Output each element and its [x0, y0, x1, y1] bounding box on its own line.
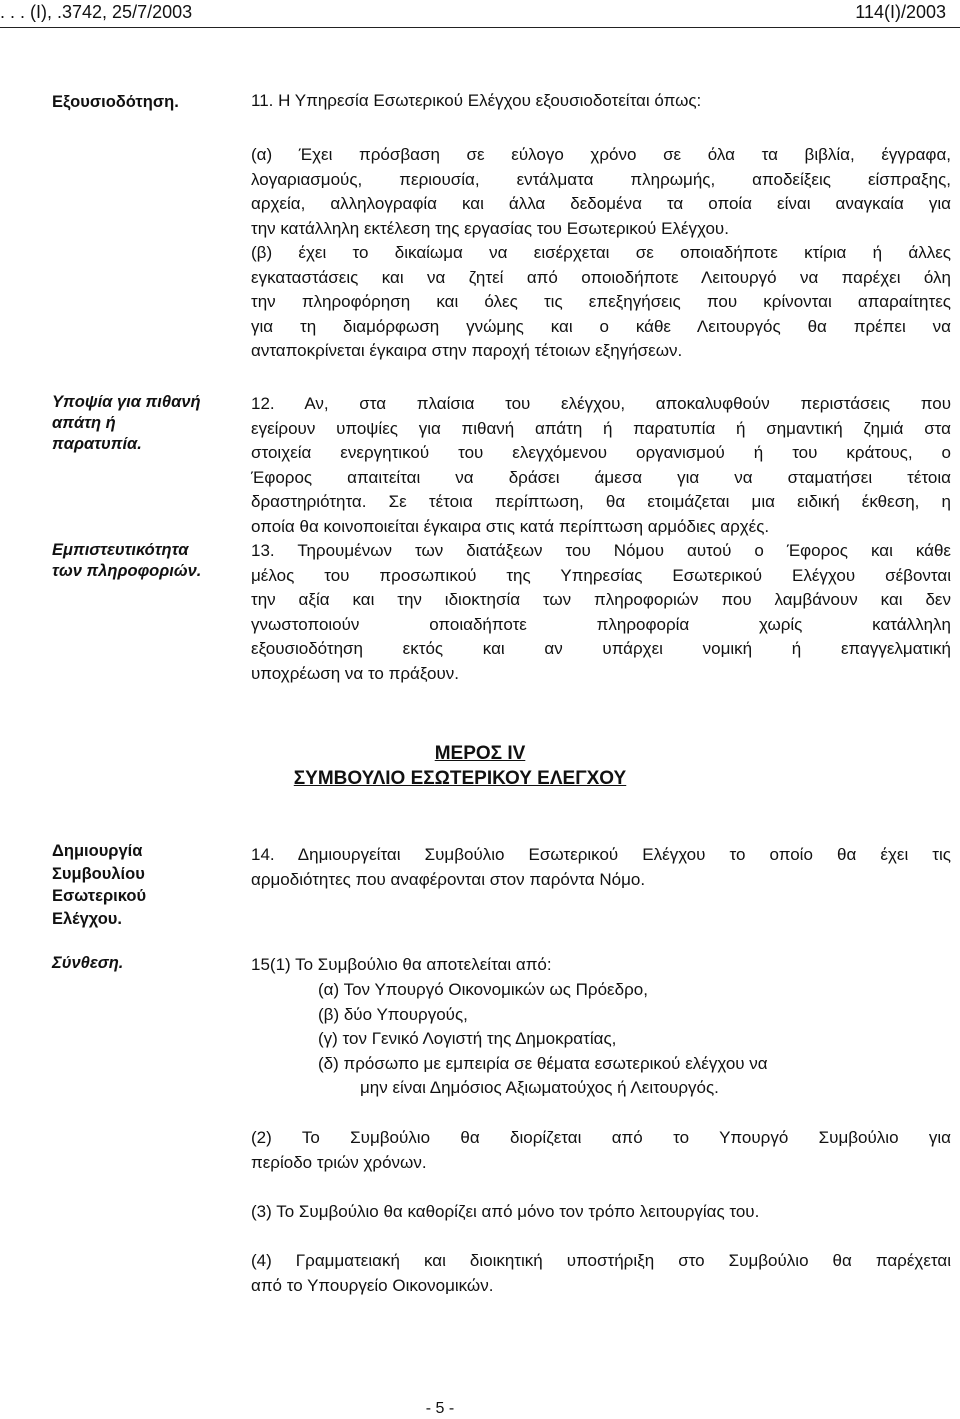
text-line: (α) Έχει πρόσβαση σε εύλογο χρόνο σε όλα τα βιβλία, έγγραφα, — [251, 145, 951, 164]
text-line: μέλος του προσωπικού της Υπηρεσίας Εσωτερικού Ελέγχου σέβονται — [251, 565, 951, 585]
part-title: ΣΥΜΒΟΥΛΙΟ ΕΣΩΤΕΡΙΚΟΥ ΕΛΕΓΧΟΥ — [293, 768, 627, 789]
margin-line: Υποψία για πιθανή — [52, 393, 201, 411]
margin-note-authorization: Εξουσιοδότηση. — [52, 93, 179, 111]
text-line: αρχεία, αλληλογραφία και άλλα δεδομένα τα οποία είναι αναγκαία για — [251, 194, 951, 213]
margin-line: απάτη ή — [52, 414, 116, 432]
margin-line: των πληροφοριών. — [52, 562, 202, 580]
text-line: την πληροφόρηση και όλες τις επεξηγήσεις που κρίνονται απαραίτητες — [251, 292, 951, 311]
part-number: ΜΕΡΟΣ IV — [434, 743, 526, 764]
header-left: . . . (Ι), .3742, 25/7/2003 — [0, 2, 193, 22]
text-line: γνωστοποιούν οποιαδήποτε πληροφορία χωρίς κατάλληλη — [251, 614, 951, 634]
section-15-4 — [251, 1249, 951, 1298]
margin-line: Δημιουργία — [52, 842, 143, 860]
text-line: (β) έχει το δικαίωμα να εισέρχεται σε οποιαδήποτε κτίρια ή άλλες — [251, 243, 951, 262]
text-line: 15(1) Το Συμβούλιο θα αποτελείται από: — [251, 955, 552, 974]
section-11-title: 11. Η Υπηρεσία Εσωτερικού Ελέγχου εξουσιοδοτείται όπως: — [251, 91, 702, 110]
header-right: 114(Ι)/2003 — [855, 2, 946, 22]
section-15-2 — [251, 1126, 951, 1175]
margin-note-confidentiality — [52, 540, 242, 582]
section-11 — [251, 89, 951, 114]
text-line: αρμοδιότητες που αναφέρονται στον παρόντα Νόμο. — [251, 869, 646, 889]
margin-line: Ελέγχου. — [52, 909, 122, 928]
text-line: λογαριασμούς, περιουσία, εντάλματα πληρωμής, αποδείξεις είσπραξης, — [251, 169, 951, 189]
section-15-3 — [251, 1200, 951, 1225]
list-item-continuation: μην είναι Δημόσιος Αξιωματούχος ή Λειτουργός. — [360, 1078, 719, 1097]
margin-line: Εσωτερικού — [52, 887, 147, 905]
header-rule — [0, 27, 960, 28]
text-line: για τη διαμόρφωση γνώμης και ο κάθε Λειτουργός θα πρέπει να — [251, 316, 951, 336]
margin-note-fraud — [52, 392, 242, 455]
text-line: Έφορος απαιτείται να δράσει άμεσα για να σταματήσει τέτοια — [251, 467, 951, 487]
text-line: στοιχεία ενεργητικού του ελεγχόμενου οργανισμού ή του κράτους, ο — [251, 443, 951, 462]
list-item: (α) Τον Υπουργό Οικονομικών ως Πρόεδρο, — [318, 980, 648, 999]
text-line: την αξία και την ιδιοκτησία των πληροφοριών που λαμβάνουν και δεν — [251, 590, 951, 609]
section-13 — [251, 539, 951, 686]
margin-line: Συμβουλίου — [52, 864, 145, 883]
text-line: την κατάλληλη εκτέλεση της εργασίας του Εσωτερικού Ελέγχου. — [251, 218, 729, 238]
text-line: από το Υπουργείο Οικονομικών. — [251, 1275, 494, 1295]
text-line: ανταποκρίνεται έγκαιρα στην παροχή τέτοιων εξηγήσεων. — [251, 341, 683, 360]
text-line: περίοδο τριών χρόνων. — [251, 1152, 427, 1172]
text-line: (4) Γραμματειακή και διοικητική υποστήριξη στο Συμβούλιο θα παρέχεται — [251, 1251, 951, 1270]
section-11-b — [251, 241, 951, 364]
section-15-intro — [251, 953, 951, 978]
list-item: (β) δύο Υπουργούς, — [318, 1004, 468, 1024]
page-number: - 5 - — [425, 1400, 455, 1417]
list-item: (δ) πρόσωπο με εμπειρία σε θέματα εσωτερικού ελέγχου να — [318, 1053, 768, 1073]
margin-line: Εμπιστευτικότητα — [52, 541, 189, 559]
section-11-a — [251, 143, 951, 241]
text-line: δραστηριότητα. Σε τέτοια περίπτωση, θα ετοιμάζεται μια ειδική έκθεση, η — [251, 492, 951, 511]
text-line: 13. Τηρουμένων των διατάξεων του Νόμου αυτού ο Έφορος και κάθε — [251, 541, 951, 560]
section-12 — [251, 392, 951, 539]
text-line: (2) Το Συμβούλιο θα διορίζεται από το Υπουργό Συμβούλιο για — [251, 1128, 951, 1147]
margin-note-creation — [52, 840, 242, 930]
margin-line: παρατυπία. — [52, 435, 142, 453]
section-14 — [251, 843, 951, 892]
text-line: εγκαταστάσεις και να ζητεί από οποιοδήποτε Λειτουργό να παρέχει όλη — [251, 267, 951, 287]
text-line: (3) Το Συμβούλιο θα καθορίζει από μόνο τον τρόπο λειτουργίας του. — [251, 1202, 760, 1221]
text-line: εξουσιοδότηση εκτός και αν υπάρχει νομική ή επαγγελματική — [251, 639, 951, 658]
list-item: (γ) τον Γενικό Λογιστή της Δημοκρατίας, — [318, 1029, 617, 1048]
text-line: υποχρέωση να το πράξουν. — [251, 663, 459, 683]
text-line: οποία θα κοινοποιείται έγκαιρα στις κατά περίπτωση αρμόδιες αρχές. — [251, 516, 770, 536]
section-15-list — [318, 978, 768, 1101]
text-line: εγείρουν υποψίες για πιθανή απάτη ή παρατυπία ή σημαντική ζημιά στα — [251, 418, 951, 438]
margin-note-composition: Σύνθεση. — [52, 954, 124, 972]
text-line: 12. Αν, στα πλαίσια του ελέγχου, αποκαλυφθούν περιστάσεις που — [251, 394, 951, 413]
text-line: 14. Δημιουργείται Συμβούλιο Εσωτερικού Ελέγχου το οποίο θα έχει τις — [251, 845, 951, 864]
